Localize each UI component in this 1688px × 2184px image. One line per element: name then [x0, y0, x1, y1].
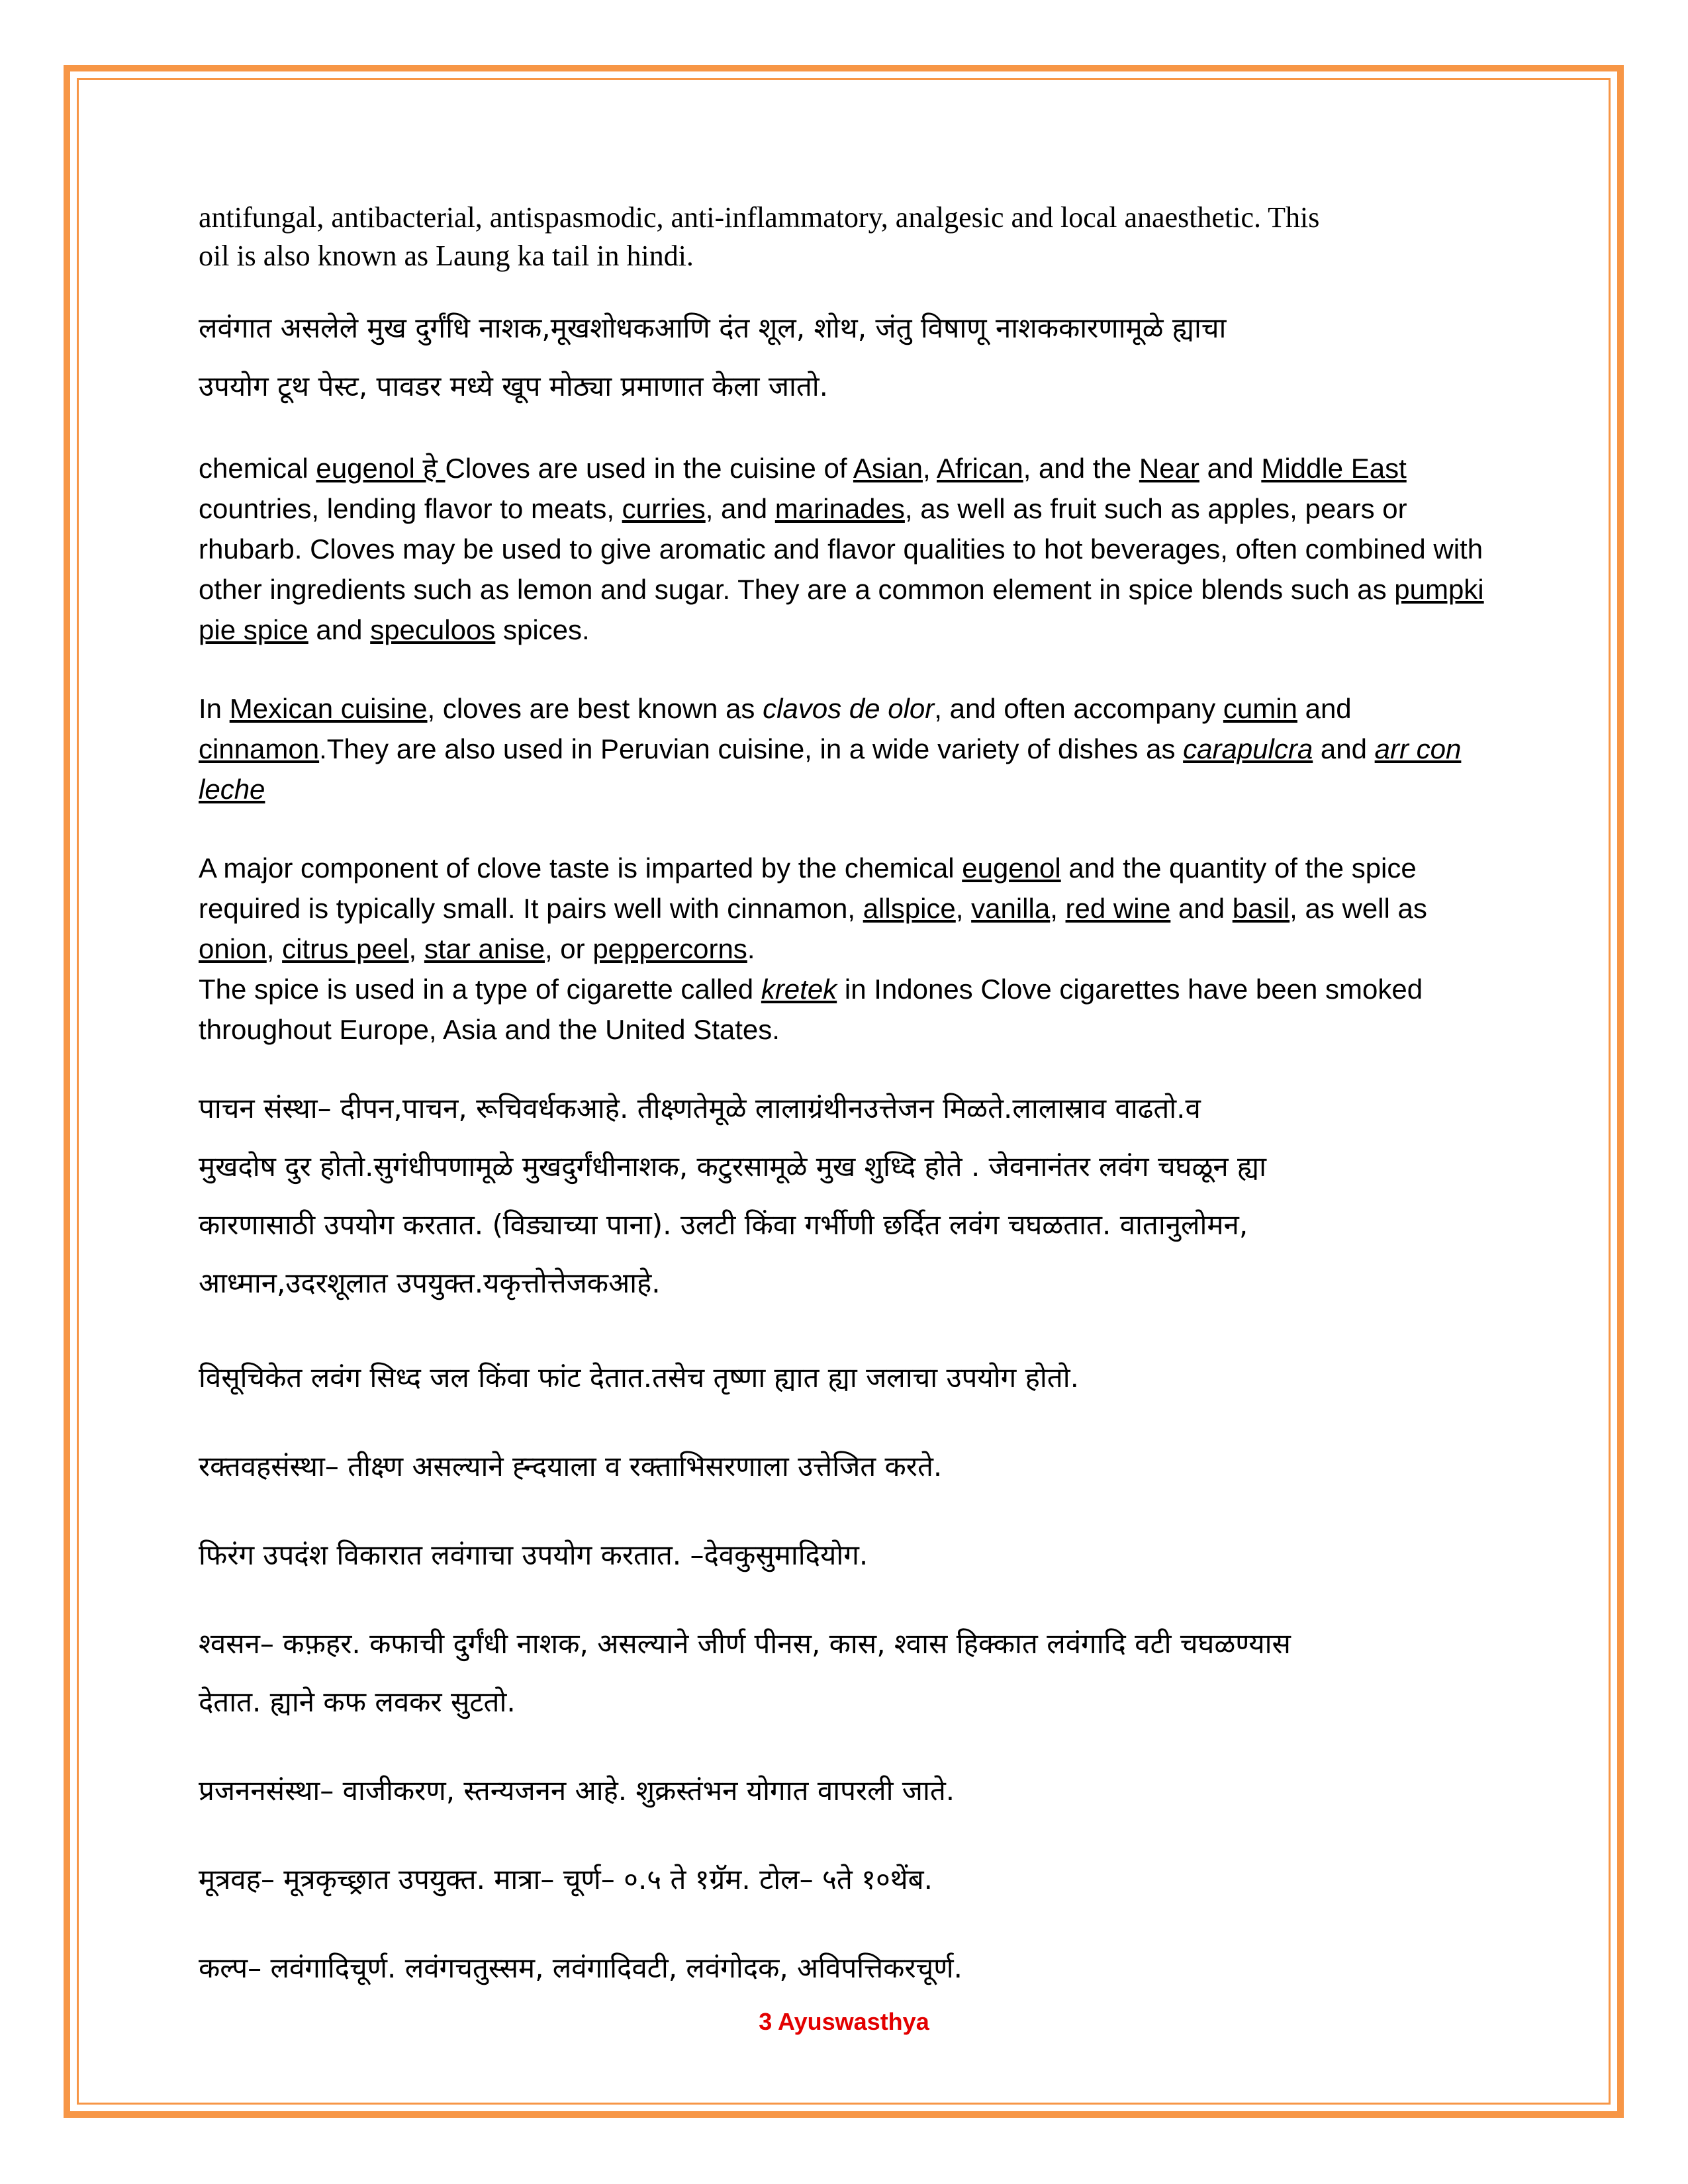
text-block	[199, 848, 1489, 969]
text-run: and	[1170, 893, 1233, 924]
paragraph-formulations: कल्प– लवंगादिचूर्ण. लवंगचतुस्सम, लवंगादिवटी, लवंगोदक, अविपत्तिकरचूर्ण.	[199, 1952, 962, 1984]
text-run: , as well as	[1289, 893, 1427, 924]
link-star-anise[interactable]: star anise	[424, 933, 545, 964]
text-run: ,	[1050, 893, 1066, 924]
link-basil[interactable]: basil	[1232, 893, 1290, 924]
text-run: ,	[266, 933, 283, 964]
text-line: मुखदोष दुर होतो.सुगंधीपणामूळे मुखदुर्गंधीनाशक, कटुरसामूळे मुख शुध्दि होते . जेवनानंतर लवंग चघळून ह्या	[199, 1150, 1266, 1183]
paragraph-urinary-system-dosage: मूत्रवह– मूत्रकृच्छ्रात उपयुक्त. मात्रा– चूर्ण– ०.५ ते १ग्रॅम. टोल– ५ते १०थेंब.	[199, 1863, 933, 1895]
text-run: In	[199, 693, 230, 724]
paragraph-mexican-cuisine	[199, 688, 1489, 809]
link-middle-east[interactable]: Middle East	[1261, 453, 1407, 484]
text-run: , and often accompany	[934, 693, 1223, 724]
text-line: लवंगात असलेले मुख दुर्गंधि नाशक,मूखशोधकआणि दंत शूल, शोथ, जंतु विषाणू नाशककारणामूळे ह्याचा	[199, 312, 1227, 344]
text-line: कारणासाठी उपयोग करतात. (विड्याच्या पाना). उलटी किंवा गर्भीणी छर्दित लवंग चघळतात. वातानुलोमन,	[199, 1208, 1248, 1241]
paragraph-respiratory-system	[199, 1615, 1489, 1731]
text-run: countries, lending flavor to meats,	[199, 493, 622, 524]
text-run: , and	[705, 493, 775, 524]
text-run: and	[1313, 733, 1375, 764]
text-line: oil is also known as Laung ka tail in hindi.	[199, 240, 694, 272]
link-cumin[interactable]: cumin	[1223, 693, 1297, 724]
link-carapulcra[interactable]: carapulcra	[1183, 733, 1313, 764]
paragraph-cholera-use: विसूचिकेत लवंग सिध्द जल किंवा फांट देतात.तसेच तृष्णा ह्यात ह्या जलाचा उपयोग होतो.	[199, 1361, 1079, 1394]
text-run: .	[747, 933, 755, 964]
paragraph-marathi-toothpaste	[199, 299, 1489, 416]
text-run: in Indones Clove cigarettes have been smoked throughout Europe, Asia and the United States.	[199, 974, 1423, 1045]
text-line: पाचन संस्था– दीपन,पाचन, रूचिवर्धकआहे. तीक्ष्णतेमूळे लालाग्रंथीनउत्तेजन मिळते.लालास्राव वाढतो.व	[199, 1092, 1201, 1124]
text-line: उपयोग टूथ पेस्ट, पावडर मध्ये खूप मोठ्या प्रमाणात केला जातो.	[199, 370, 829, 402]
paragraph-culinary-uses	[199, 448, 1489, 650]
link-speculoos[interactable]: speculoos	[370, 614, 496, 645]
text-run: , as well as fruit such as apples, pears or rhubarb. Cloves may be used to give aromatic and flavor qualities to hot beverages, often combined with other ingredients such as lemon and sugar. They are a common element in spice blends such as	[199, 493, 1483, 605]
text-run: chemical	[199, 453, 316, 484]
text-run: ,	[955, 893, 972, 924]
link-vanilla[interactable]: vanilla	[971, 893, 1051, 924]
text-line: श्वसन– कफ़हर. कफाची दुर्गंधी नाशक, असल्याने जीर्ण पीनस, कास, श्वास हिक्कात लवंगादि वटी चघळण्यास	[199, 1627, 1291, 1660]
text-run: Cloves are used in the cuisine of	[445, 453, 853, 484]
link-eugenol[interactable]: eugenol हे	[316, 453, 445, 484]
link-allspice[interactable]: allspice	[863, 893, 956, 924]
text-run: The spice is used in a type of cigarette called	[199, 974, 761, 1005]
text-run: and	[1297, 693, 1352, 724]
text-line: देतात. ह्याने कफ लवकर सुटतो.	[199, 1686, 516, 1718]
text-run: spices.	[495, 614, 590, 645]
link-onion[interactable]: onion	[199, 933, 267, 964]
link-red-wine[interactable]: red wine	[1065, 893, 1171, 924]
link-kretek[interactable]: kretek	[761, 974, 837, 1005]
link-african[interactable]: African	[937, 453, 1023, 484]
text-run: and	[1199, 453, 1262, 484]
text-run: A major component of clove taste is imparted by the chemical	[199, 852, 962, 884]
link-citrus-peel[interactable]: citrus peel	[282, 933, 409, 964]
text-run: .They are also used in Peruvian cuisine, in a wide variety of dishes as	[319, 733, 1184, 764]
text-run: , cloves are best known as	[427, 693, 763, 724]
link-cinnamon[interactable]: cinnamon	[199, 733, 320, 764]
text-line: आध्मान,उदरशूलात उपयुक्त.यकृत्तोत्तेजकआहे.	[199, 1267, 661, 1299]
text-block	[199, 969, 1489, 1050]
paragraph-clove-oil-properties	[199, 199, 1489, 275]
link-curries[interactable]: curries	[622, 493, 706, 524]
paragraph-syphilis-use: फिरंग उपदंश विकारात लवंगाचा उपयोग करतात. –देवकुसुमादियोग.	[199, 1539, 868, 1571]
text-run: ,	[408, 933, 424, 964]
text-run: and the quantity of the spice required is typically small. It pairs well with cinnamon,	[199, 852, 1417, 924]
text-run: , and the	[1023, 453, 1139, 484]
text-run: , or	[544, 933, 593, 964]
text-line: antifungal, antibacterial, antispasmodic, anti-inflammatory, analgesic and local anaesthetic. This	[199, 201, 1320, 234]
link-peppercorns[interactable]: peppercorns	[592, 933, 747, 964]
link-arroz-con-leche[interactable]: arr con leche	[199, 733, 1462, 805]
italic-clavos-de-olor: clavos de olor	[763, 693, 935, 724]
paragraph-flavor-pairings	[199, 848, 1489, 1050]
paragraph-circulatory-system: रक्तवहसंस्था– तीक्ष्ण असल्याने ह्न्दयाला व रक्ताभिसरणाला उत्तेजित करते.	[199, 1450, 943, 1482]
text-run: ,	[922, 453, 937, 484]
link-mexican-cuisine[interactable]: Mexican cuisine	[229, 693, 428, 724]
paragraph-reproductive-system: प्रजननसंस्था– वाजीकरण, स्तन्यजनन आहे. शुक्रस्तंभन योगात वापरली जाते.	[199, 1774, 955, 1807]
link-pumpkin-pie-spice[interactable]: pumpki pie spice	[199, 574, 1484, 645]
link-near[interactable]: Near	[1139, 453, 1199, 484]
link-eugenol[interactable]: eugenol	[962, 852, 1061, 884]
link-asian[interactable]: Asian	[853, 453, 923, 484]
text-run: and	[308, 614, 371, 645]
link-marinades[interactable]: marinades	[774, 493, 905, 524]
paragraph-digestive-system	[199, 1079, 1489, 1312]
page-footer: 3 Ayuswasthya	[759, 2008, 929, 2035]
